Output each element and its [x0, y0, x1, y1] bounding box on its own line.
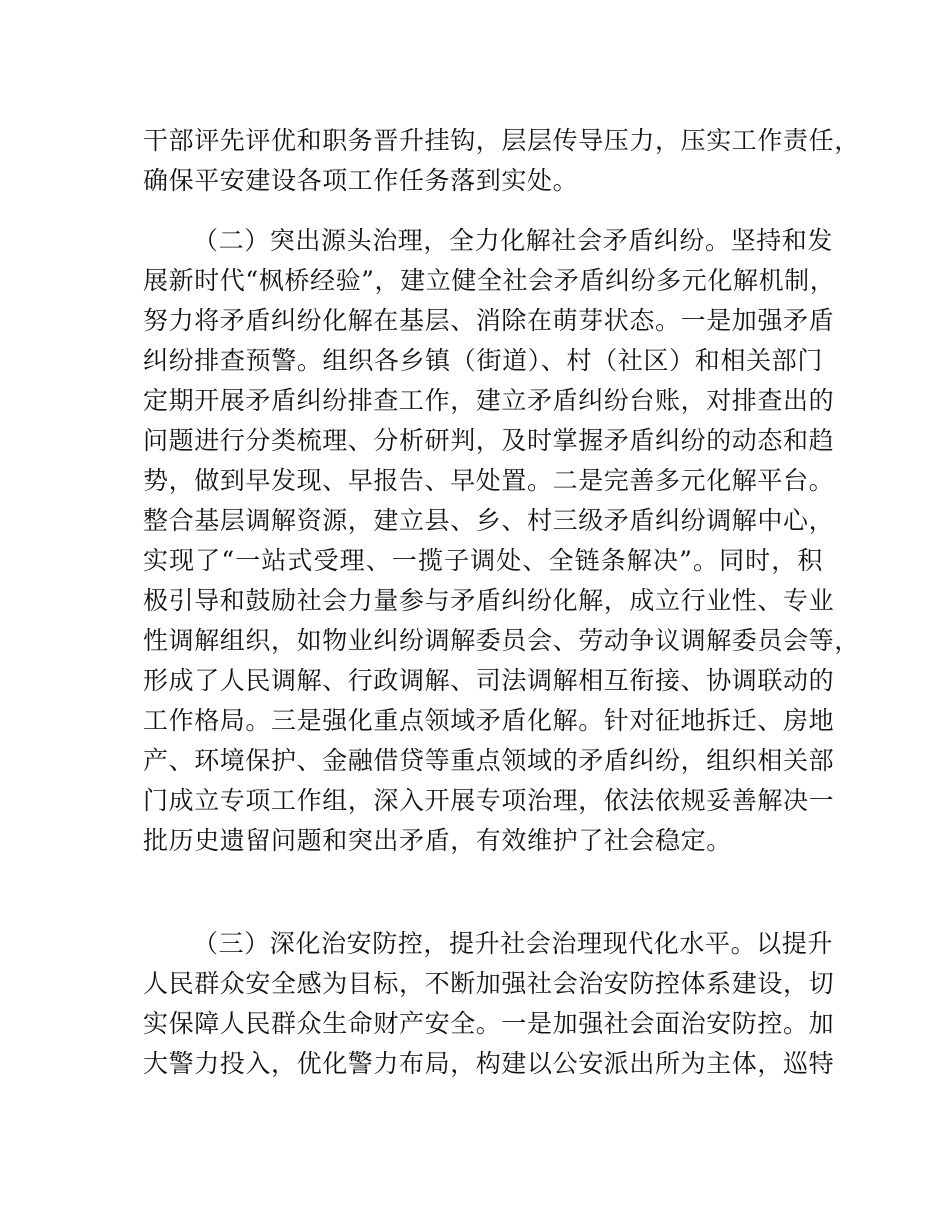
- paragraph-line: 性调解组织，如物业纠纷调解委员会、劳动争议调解委员会等，: [143, 626, 860, 655]
- paragraph-line: 整合基层调解资源，建立县、乡、村三级矛盾纠纷调解中心，: [143, 506, 835, 535]
- paragraph-line: 工作格局。三是强化重点领域矛盾化解。针对征地拆迁、房地: [143, 706, 835, 735]
- paragraph-line: 批历史遗留问题和突出矛盾，有效维护了社会稳定。: [143, 826, 732, 855]
- paragraph-line: 极引导和鼓励社会力量参与矛盾纠纷化解，成立行业性、专业: [143, 586, 835, 615]
- paragraph-line: 大警力投入，优化警力布局，构建以公安派出所为主体，巡特: [143, 1049, 835, 1078]
- paragraph-line: 问题进行分类梳理、分析研判，及时掌握矛盾纠纷的动态和趋: [143, 426, 835, 455]
- paragraph-2: [143, 221, 860, 861]
- paragraph-line: 确保平安建设各项工作任务落到实处。: [143, 166, 579, 195]
- paragraph-line: 努力将矛盾纠纷化解在基层、消除在萌芽状态。一是加强矛盾: [143, 306, 835, 335]
- paragraph-line: 实保障人民群众生命财产安全。一是加强社会面治安防控。加: [143, 1009, 835, 1038]
- paragraph-line: 势，做到早发现、早报告、早处置。二是完善多元化解平台。: [143, 466, 835, 495]
- paragraph-3: [143, 924, 835, 1084]
- paragraph-line: 形成了人民调解、行政调解、司法调解相互衔接、协调联动的: [143, 666, 835, 695]
- paragraph-1: [143, 121, 860, 201]
- paragraph-line: 展新时代“枫桥经验”，建立健全社会矛盾纠纷多元化解机制，: [143, 266, 836, 295]
- paragraph-line: （二）突出源头治理，全力化解社会矛盾纠纷。坚持和发: [193, 226, 834, 255]
- paragraph-line: （三）深化治安防控，提升社会治理现代化水平。以提升: [193, 929, 834, 958]
- paragraph-line: 干部评先评优和职务晋升挂钩，层层传导压力，压实工作责任，: [143, 126, 860, 155]
- paragraph-line: 定期开展矛盾纠纷排查工作，建立矛盾纠纷台账，对排查出的: [143, 386, 835, 415]
- paragraph-line: 门成立专项工作组，深入开展专项治理，依法依规妥善解决一: [143, 786, 835, 815]
- paragraph-line: 产、环境保护、金融借贷等重点领域的矛盾纠纷，组织相关部: [143, 746, 835, 775]
- paragraph-line: 实现了“一站式受理、一揽子调处、全链条解决”。同时，积: [143, 546, 823, 575]
- paragraph-line: 纠纷排查预警。组织各乡镇（街道）、村（社区）和相关部门: [143, 346, 823, 375]
- paragraph-line: 人民群众安全感为目标，不断加强社会治安防控体系建设，切: [143, 969, 835, 998]
